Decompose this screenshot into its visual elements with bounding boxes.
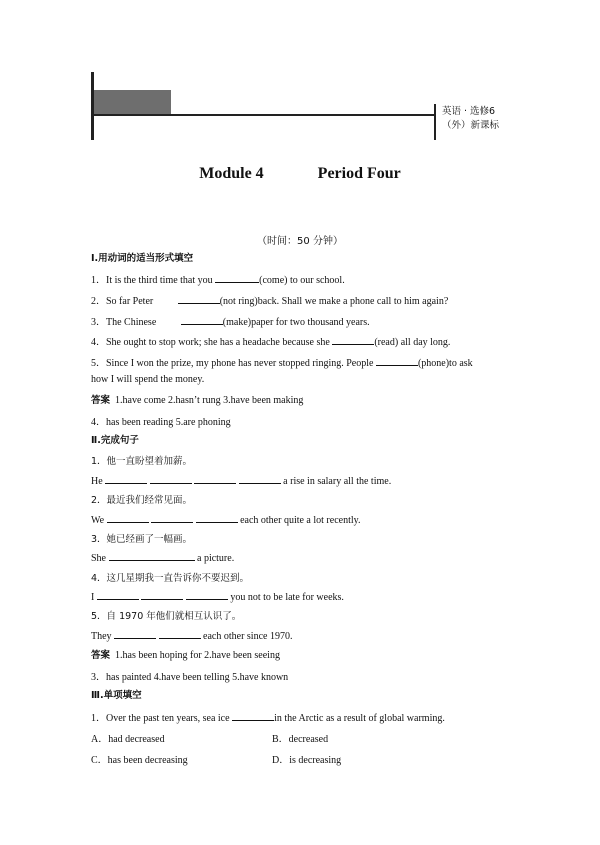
header-line1: 英语 · 选修6: [442, 106, 496, 117]
s2-s1: He a rise in salary all the time.: [91, 476, 392, 487]
title-module: Module 4: [199, 165, 264, 182]
s3-option-b: B．decreased: [272, 734, 329, 745]
s3-option-d: D．is decreasing: [272, 755, 342, 766]
blank: [141, 590, 183, 600]
s2-s5: They each other since 1970.: [91, 631, 293, 642]
blank: [186, 590, 228, 600]
header-line2: （外）新课标: [442, 120, 500, 131]
blank: [105, 474, 147, 484]
s1-answers-1: 答案 1.have come 2.hasn’t rung 3.have been making: [91, 395, 304, 406]
section2-heading: Ⅱ.完成句子: [91, 435, 139, 446]
s1-item-1: 1．It is the third time that you (come) to our school.: [91, 275, 345, 286]
s1-item-2: 2．So far Peter (not ring)back. Shall we make a phone call to him again?: [91, 296, 449, 307]
blank: [109, 551, 195, 561]
title-period: Period Four: [317, 165, 401, 182]
header-gray-block: [94, 90, 171, 114]
s2-answers-1: 答案 1.has been hoping for 2.have been seeing: [91, 650, 280, 661]
s1-item-5: 5．Since I won the prize, my phone has never stopped ringing. People (phone)to ask: [91, 358, 473, 369]
blank: [107, 513, 149, 523]
s2-s4: I you not to be late for weeks.: [91, 592, 344, 603]
blank: [376, 356, 418, 366]
s3-option-c: C．has been decreasing: [91, 755, 188, 766]
blank: [239, 474, 281, 484]
s3-q1: 1．Over the past ten years, sea ice in the Arctic as a result of global warming.: [91, 713, 445, 724]
header-tick: [434, 104, 436, 140]
header-rule: [94, 114, 434, 116]
blank: [194, 474, 236, 484]
s1-answers-2: 4．has been reading 5.are phoning: [91, 417, 231, 428]
blank: [151, 513, 193, 523]
s2-answers-2: 3．has painted 4.have been telling 5.have known: [91, 672, 289, 683]
header-subject: [442, 105, 499, 133]
s2-q2: 2．最近我们经常见面。: [91, 495, 193, 506]
blank: [181, 315, 223, 325]
s2-s2: We each other quite a lot recently.: [91, 515, 361, 526]
s2-q5: 5．自 1970 年他们就相互认识了。: [91, 611, 242, 622]
s2-s3: She a picture.: [91, 553, 235, 564]
blank: [332, 335, 374, 345]
s3-option-a: A．had decreased: [91, 734, 165, 745]
blank: [196, 513, 238, 523]
s1-item-4: 4．She ought to stop work; she has a headache because she (read) all day long.: [91, 337, 451, 348]
blank: [232, 711, 274, 721]
section3-heading: Ⅲ.单项填空: [91, 690, 142, 701]
blank: [150, 474, 192, 484]
blank: [159, 629, 201, 639]
s2-q4: 4．这几星期我一直告诉你不要迟到。: [91, 573, 250, 584]
s2-q1: 1．他一直盼望着加薪。: [91, 456, 193, 467]
page-title: [0, 165, 600, 183]
section1-heading: Ⅰ.用动词的适当形式填空: [91, 253, 194, 264]
blank: [178, 294, 220, 304]
blank: [215, 273, 259, 283]
s1-item-3: 3．The Chinese (make)paper for two thousand years.: [91, 317, 370, 328]
s1-item-5-cont: how I will spend the money.: [91, 374, 205, 385]
blank: [114, 629, 156, 639]
s2-q3: 3．她已经画了一幅画。: [91, 534, 193, 545]
time-note: （时间：50 分钟）: [257, 236, 343, 247]
blank: [97, 590, 139, 600]
